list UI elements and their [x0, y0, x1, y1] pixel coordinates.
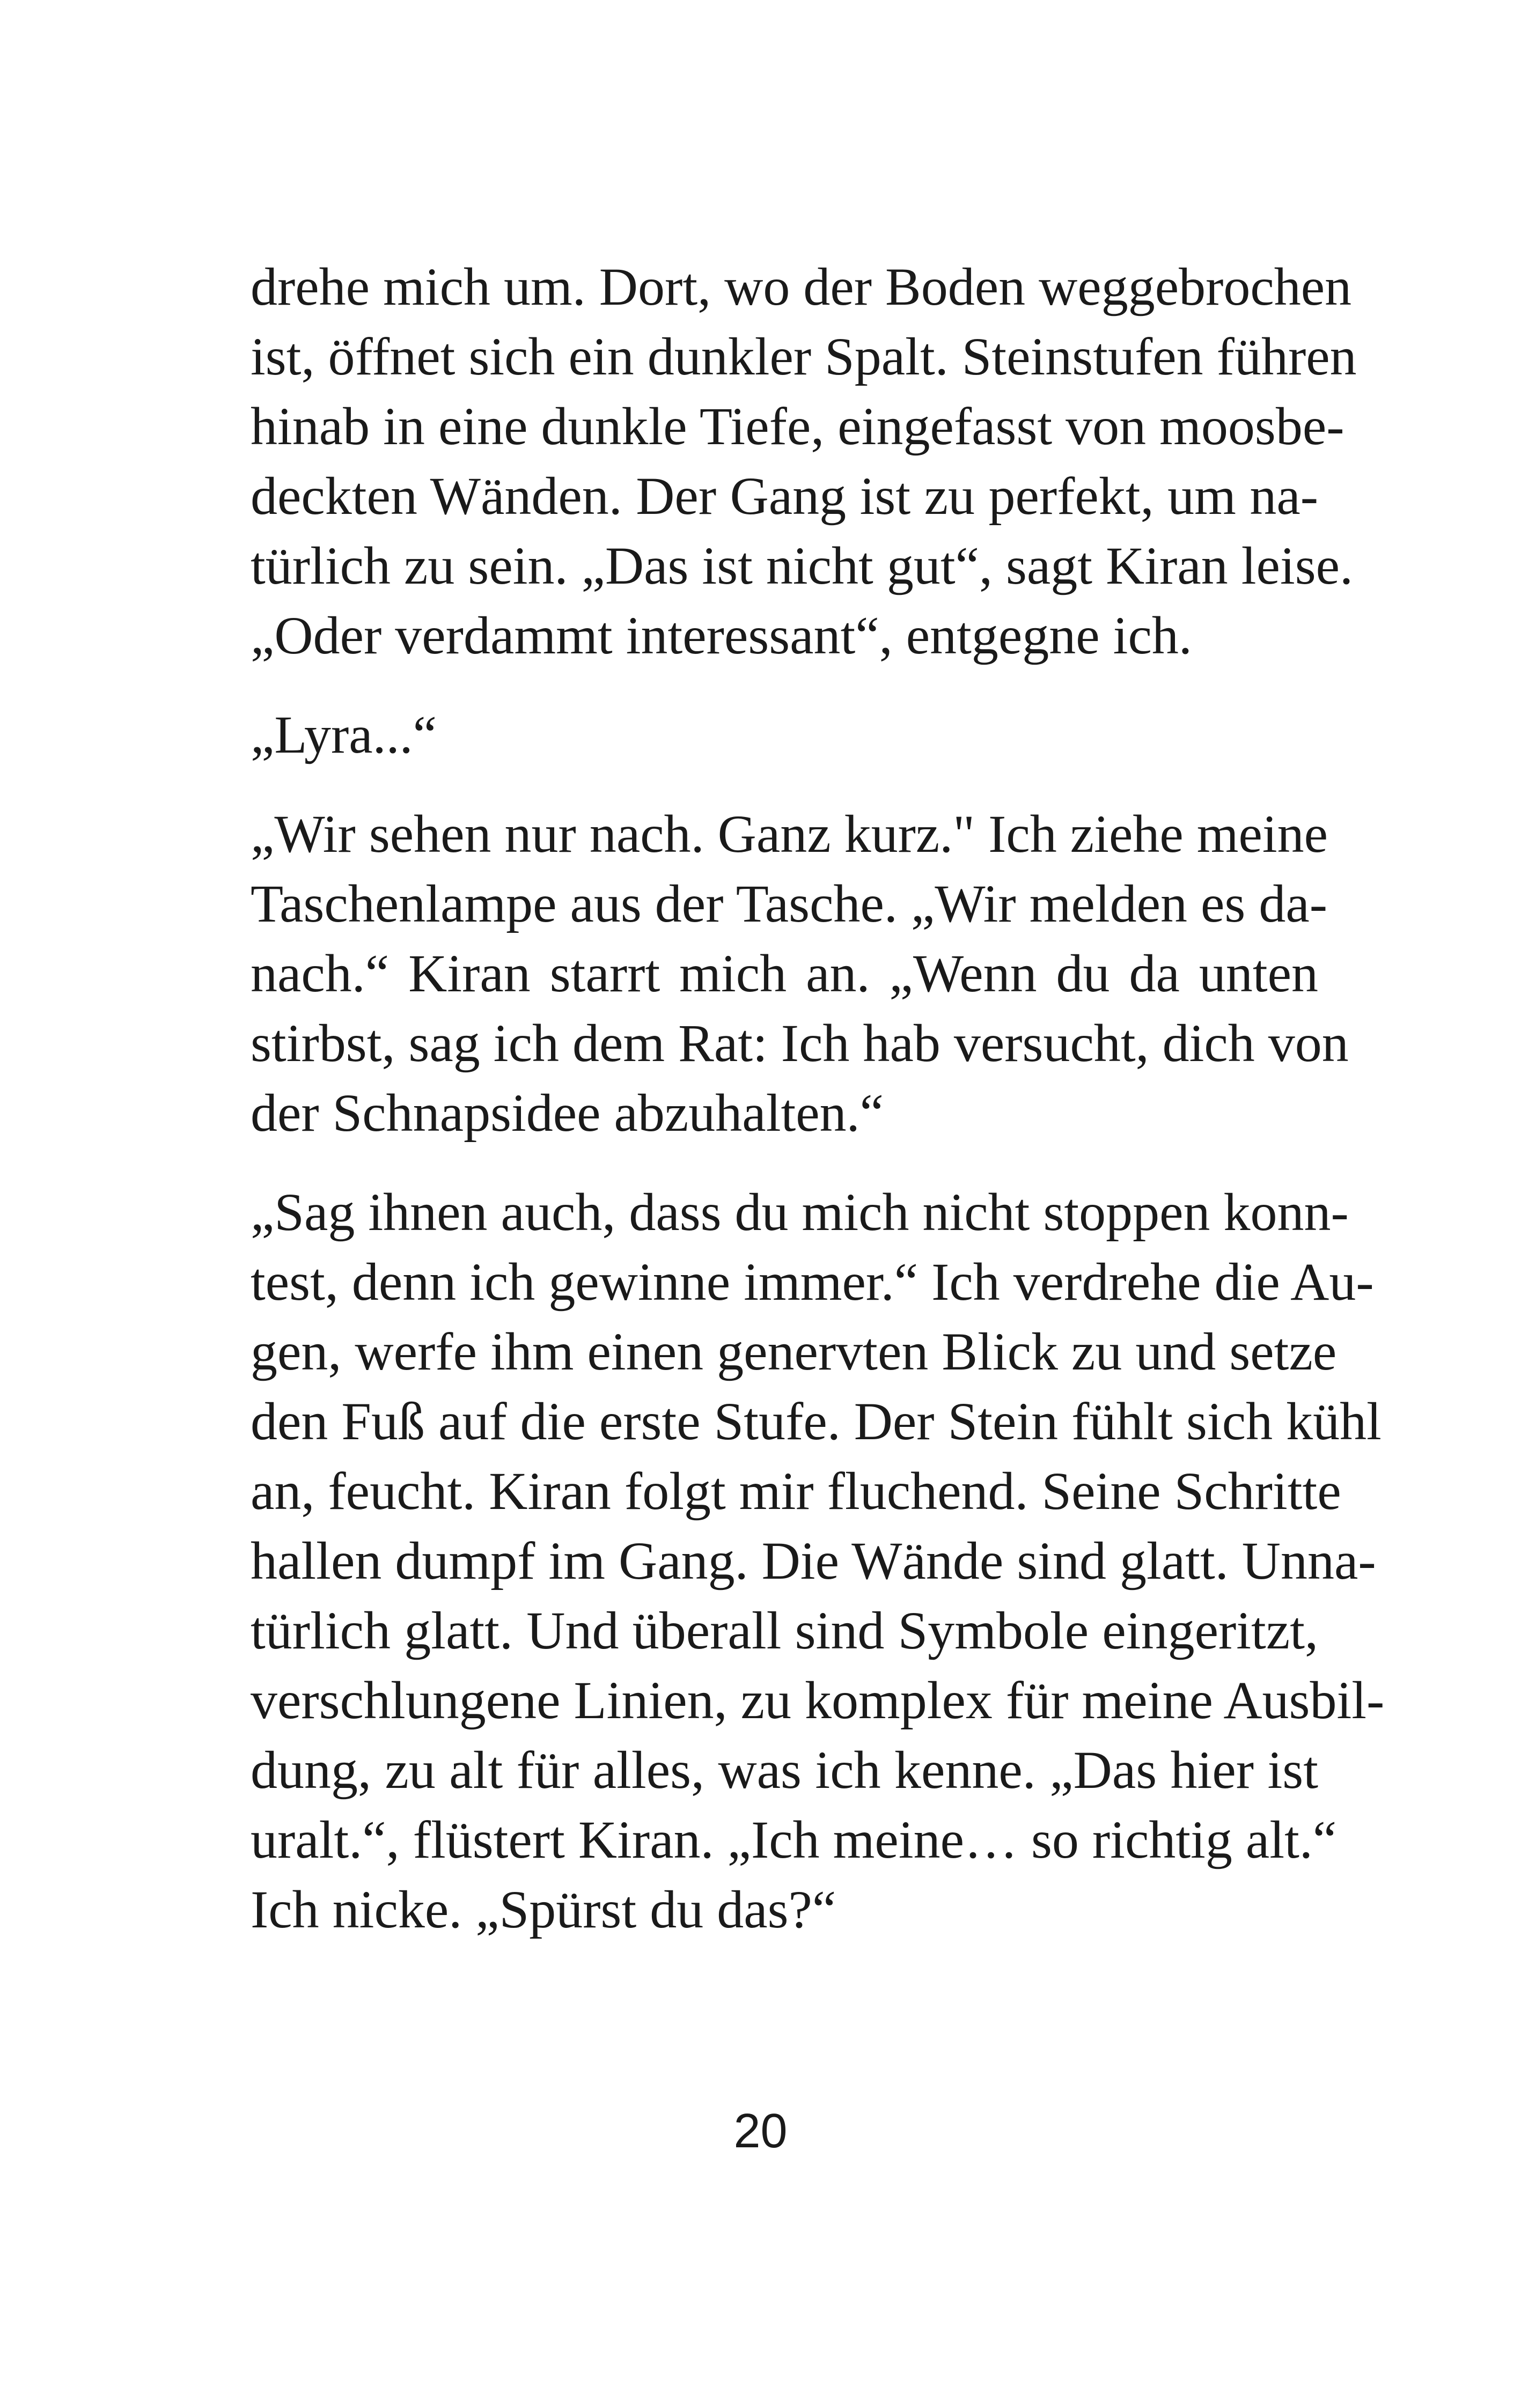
paragraph-3 — [251, 799, 1349, 1148]
text-line: nach.“ Kiran starrt mich an. „Wenn du da unten — [251, 944, 1318, 1003]
text-line: uralt.“, flüstert Kiran. „Ich meine… so richtig alt.“ — [251, 1810, 1337, 1869]
paragraph-1 — [251, 252, 1357, 671]
page-number: 20 — [733, 2104, 788, 2158]
text-line: deckten Wänden. Der Gang ist zu perfekt, um na- — [251, 466, 1318, 526]
text-line: dung, zu alt für alles, was ich kenne. „Das hier ist — [251, 1740, 1318, 1800]
text-line: „Lyra...“ — [251, 705, 437, 764]
text-line: hallen dumpf im Gang. Die Wände sind glatt. Unna- — [251, 1531, 1376, 1590]
text-line: drehe mich um. Dort, wo der Boden weggebrochen — [251, 257, 1352, 316]
text-line: test, denn ich gewinne immer.“ Ich verdrehe die Au- — [251, 1252, 1374, 1312]
text-line: gen, werfe ihm einen genervten Blick zu und setze — [251, 1322, 1337, 1381]
text-line: den Fuß auf die erste Stufe. Der Stein fühlt sich kühl — [251, 1391, 1382, 1451]
paragraph-4 — [251, 1177, 1385, 1945]
text-line: türlich glatt. Und überall sind Symbole eingeritzt, — [251, 1601, 1318, 1660]
text-line: ist, öffnet sich ein dunkler Spalt. Steinstufen führen — [251, 327, 1357, 386]
text-line: türlich zu sein. „Das ist nicht gut“, sagt Kiran leise. — [251, 536, 1354, 595]
text-line: hinab in eine dunkle Tiefe, eingefasst von moosbe- — [251, 396, 1344, 456]
text-line: der Schnapsidee abzuhalten.“ — [251, 1083, 884, 1143]
text-line: „Oder verdammt interessant“, entgegne ich. — [251, 606, 1192, 665]
text-line: „Sag ihnen auch, dass du mich nicht stoppen konn- — [251, 1182, 1349, 1242]
body-text — [251, 252, 1385, 1974]
text-line: stirbst, sag ich dem Rat: Ich hab versucht, dich von — [251, 1013, 1349, 1073]
text-line: „Wir sehen nur nach. Ganz kurz." Ich ziehe meine — [251, 804, 1328, 864]
text-line: Taschenlampe aus der Tasche. „Wir melden es da- — [251, 874, 1328, 933]
paragraph-2 — [251, 700, 1318, 770]
text-line: Ich nicke. „Spürst du das?“ — [251, 1880, 836, 1939]
text-line: verschlungene Linien, zu komplex für meine Ausbil- — [251, 1670, 1385, 1730]
text-line: an, feucht. Kiran folgt mir fluchend. Seine Schritte — [251, 1461, 1341, 1521]
